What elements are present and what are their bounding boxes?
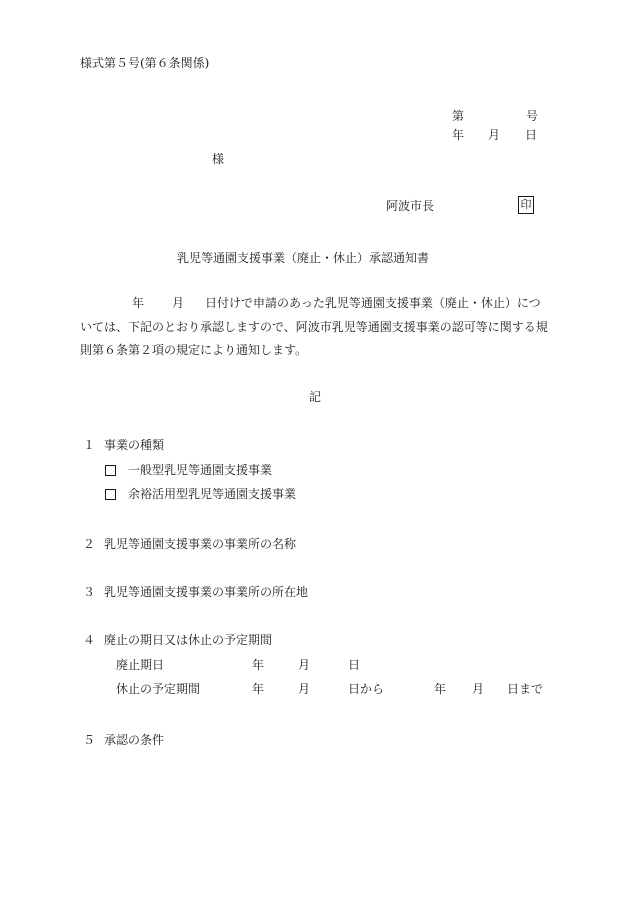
abolish-label: 廃止期日 (116, 658, 165, 672)
suspend-from-month: 月 (298, 682, 311, 696)
checkbox-general-type[interactable] (105, 465, 116, 476)
body-line2: いては、下記のとおり承認しますので、阿波市乳児等通園支援事業の認可等に関する規 (80, 320, 548, 334)
body-year: 年 (132, 296, 145, 310)
doc-date-day: 日 (525, 128, 538, 142)
doc-number-suffix: 号 (526, 109, 539, 123)
seal-mark: 印 (518, 196, 534, 214)
section1-label: 事業の種類 (104, 438, 165, 452)
section2-number: ２ (83, 537, 96, 551)
suspend-label: 休止の予定期間 (116, 682, 201, 696)
form-number: 様式第５号(第６条関係) (80, 56, 210, 70)
body-line3: 則第６条第２項の規定により通知します。 (80, 343, 308, 357)
addressee-suffix: 様 (212, 152, 225, 166)
checkbox-surplus-type[interactable] (105, 489, 116, 500)
section5-label: 承認の条件 (104, 733, 165, 747)
ki-heading: 記 (309, 390, 322, 404)
section3-number: ３ (83, 585, 96, 599)
doc-date-month: 月 (488, 128, 501, 142)
issuer-name: 阿波市長 (386, 199, 435, 213)
suspend-from-day: 日から (348, 682, 385, 696)
suspend-from-year: 年 (252, 682, 265, 696)
section5-number: ５ (83, 733, 96, 747)
suspend-to-year: 年 (434, 682, 447, 696)
abolish-day: 日 (348, 658, 361, 672)
section1-number: １ (83, 438, 96, 452)
option-general-type: 一般型乳児等通園支援事業 (128, 463, 273, 477)
section4-number: ４ (83, 633, 96, 647)
section3-label: 乳児等通園支援事業の事業所の所在地 (104, 585, 309, 599)
body-line1: 日付けで申請のあった乳児等通園支援事業（廃止・休止）につ (205, 296, 541, 310)
abolish-month: 月 (298, 658, 311, 672)
abolish-year: 年 (252, 658, 265, 672)
doc-number-prefix: 第 (452, 109, 465, 123)
doc-date-year: 年 (452, 128, 465, 142)
section4-label: 廃止の期日又は休止の予定期間 (104, 633, 273, 647)
suspend-to-month: 月 (472, 682, 485, 696)
document-title: 乳児等通園支援事業（廃止・休止）承認通知書 (177, 251, 430, 265)
option-surplus-type: 余裕活用型乳児等通園支援事業 (128, 487, 297, 501)
body-month: 月 (172, 296, 185, 310)
section2-label: 乳児等通園支援事業の事業所の名称 (104, 537, 297, 551)
suspend-to-day: 日まで (507, 682, 544, 696)
